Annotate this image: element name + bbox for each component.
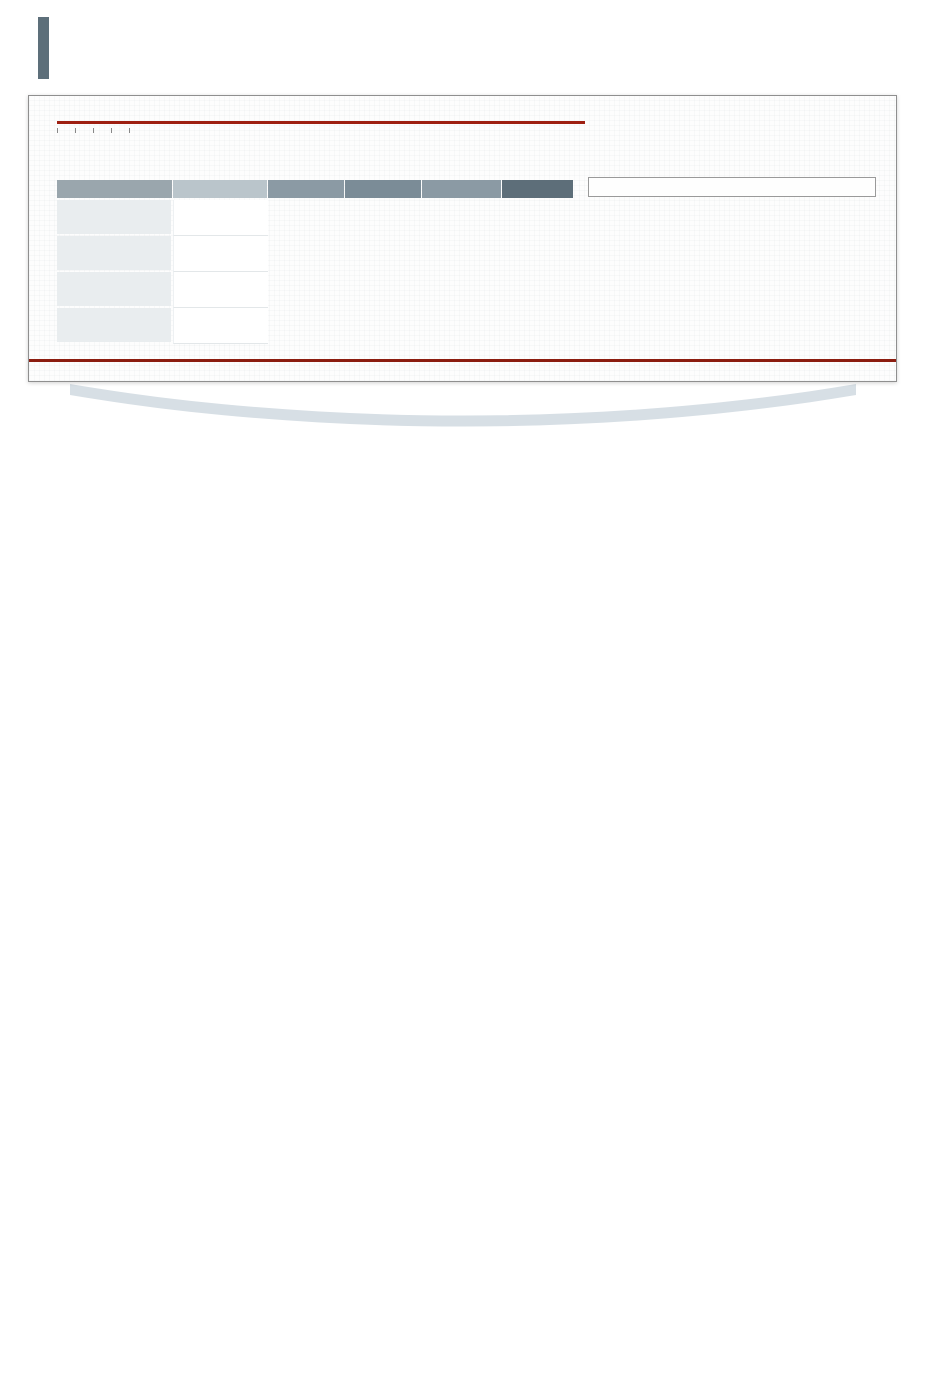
row-label	[57, 200, 171, 234]
contact-info	[585, 150, 876, 165]
bca-column-header	[268, 180, 344, 198]
member-field	[75, 128, 93, 133]
bca-column-header	[502, 180, 573, 198]
right-panel	[588, 177, 876, 197]
bca-column-header	[57, 180, 172, 198]
member-field	[93, 128, 111, 133]
measured-value-cell	[173, 272, 268, 308]
sheet-footer	[29, 359, 896, 369]
member-field	[111, 128, 129, 133]
member-field	[57, 128, 75, 133]
row-label	[57, 272, 171, 306]
member-info	[57, 128, 585, 133]
report-header-left	[57, 116, 585, 165]
report-header-right	[585, 116, 876, 165]
page-header	[0, 0, 925, 79]
report-body	[57, 177, 876, 353]
report-header	[57, 116, 876, 165]
bca-table	[57, 180, 574, 344]
report-sheet	[28, 95, 897, 382]
member-field	[129, 128, 147, 133]
bca-column-header	[422, 180, 501, 198]
measured-value-cell	[173, 308, 268, 344]
bca-column-header	[173, 180, 267, 198]
bca-column-header	[345, 180, 421, 198]
left-column	[57, 177, 574, 353]
copyright	[29, 362, 896, 369]
measured-value-cell	[173, 200, 268, 236]
header-rule	[57, 121, 585, 124]
row-label	[57, 308, 171, 342]
page-drop-shadow	[28, 382, 897, 434]
body-composition-analysis-section	[57, 177, 574, 344]
title-accent-bar	[38, 17, 49, 79]
logo-row	[57, 116, 585, 118]
measured-value-cell	[173, 236, 268, 272]
row-label	[57, 236, 171, 270]
right-column	[588, 177, 876, 353]
